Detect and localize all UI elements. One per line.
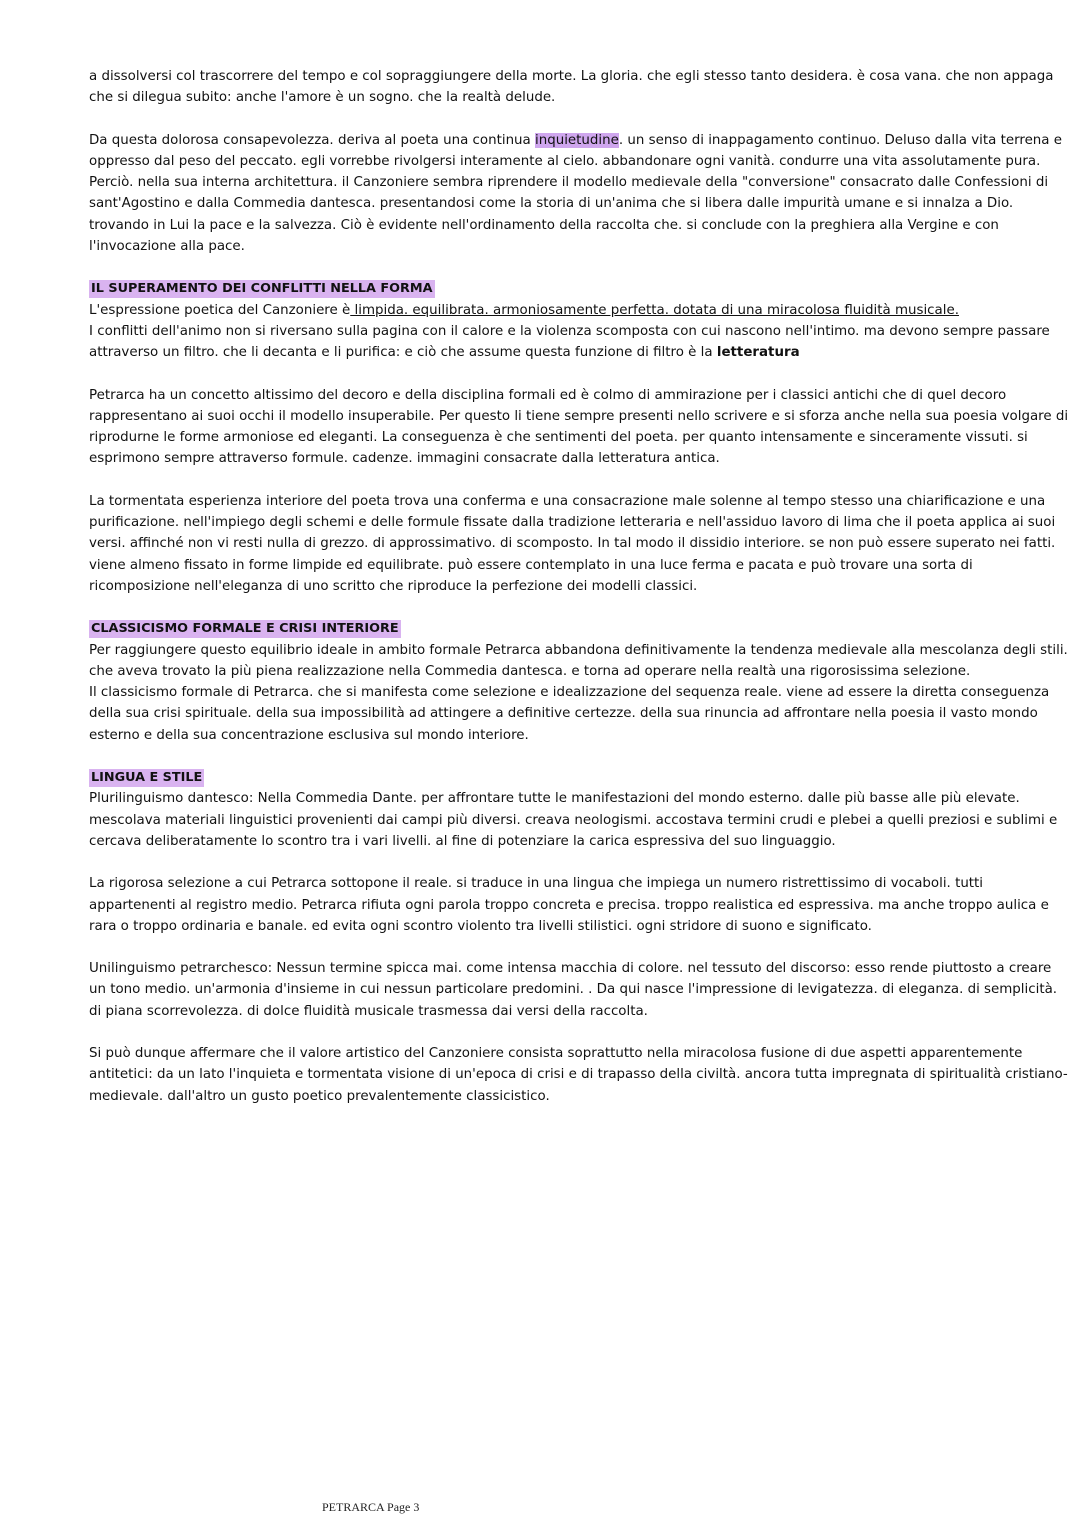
paragraph-conclusione: Si può dunque affermare che il valore artistico del Canzoniere consista soprattutto nella miracolosa fusione di due aspetti apparentemente antitetici: da un lato l'inquieta e tormentata visione di un'epoca di crisi e di trapasso della civiltà. ancora tutta impregnata di spiritualità cristiano-medievale. dall'altro un gusto poetico prevalentemente classicistico. (89, 1045, 1068, 1104)
text-segment: I conflitti dell'animo non si riversano sulla pagina con il calore e la violenza scomposta con cui nascono nell'intimo. ma devono sempre passare attraverso un filtro. che li decanta e li purifica: e ciò che assume questa funzione di filtro è la (89, 323, 1050, 361)
section-heading: CLASSICISMO FORMALE E CRISI INTERIORE (91, 621, 399, 637)
section-heading: LINGUA E STILE (91, 770, 203, 786)
paragraph-tormentata: La tormentata esperienza interiore del poeta trova una conferma e una consacrazione male solenne al tempo stesso una chiarificazione e una purificazione. nell'impiego degli schemi e delle formule fissate dalla tradizione letteraria e nell'assiduo lavoro di lima che il poeta applica ai suoi versi. affinché non vi resti nulla di grezzo. di approssimativo. di scomposto. In tal modo il dissidio interiore. se non può essere superato nei fatti. viene almeno fissato in forme limpide ed equilibrate. può essere contemplato in una luce ferma e pacata e può trovare una sorta di ricomposizione nell'eleganza di uno scritto che riproduce la perfezione dei modelli classici. (89, 493, 1056, 594)
paragraph-intro: a dissolversi col trascorrere del tempo e col sopraggiungere della morte. La gloria. che egli stesso tanto desidera. è cosa vana. che non appaga che si dilegua subito: anche l'amore è un sogno. che la realtà delude. (89, 69, 1054, 106)
text-segment: Da questa dolorosa consapevolezza. deriva al poeta una continua (89, 132, 536, 148)
highlighted-word: inquietudine (535, 132, 619, 148)
text-segment: Per raggiungere questo equilibrio ideale in ambito formale Petrarca abbandona definitivamente la tendenza medievale alla mescolanza degli stili. che aveva trovato la più piena realizzazione nella Commedia dantesca. e torna ad operare nella realtà una rigorosissima selezione. (89, 642, 1068, 679)
paragraph-classicismo (89, 640, 1069, 746)
text-segment: Il classicismo formale di Petrarca. che si manifesta come selezione e idealizzazione del sequenza reale. viene ad essere la diretta conseguenza della sua crisi spirituale. della sua impossibilità ad attingere a definitive certezze. della sua rinuncia ad affrontare nella poesia il vasto mondo esterno e della sua concentrazione esclusiva sul mondo interiore. (89, 685, 1050, 743)
page-content (89, 66, 1069, 1128)
paragraph-decoro: Petrarca ha un concetto altissimo del decoro e della disciplina formali ed è colmo di ammirazione per i classici antichi che di quel decoro rappresentano ai suoi occhi il modello insuperabile. Per questo li tiene sempre presenti nello scrivere e si sforza anche nella sua poesia volgare di riprodurne le forme armoniose ed eleganti. La conseguenza è che sentimenti del poeta. per quanto intensamente e sinceramente vissuti. si esprimono sempre attraverso formule. cadenze. immagini consacrate dalla letteratura antica. (89, 387, 1069, 467)
text-segment: L'espressione poetica del Canzoniere è (89, 302, 351, 318)
paragraph-inquietudine (89, 130, 1069, 258)
section-lingua (89, 767, 1069, 1107)
text-segment: . un senso di inappagamento continuo. Deluso dalla vita terrena e oppresso dal peso del peccato. egli vorrebbe rivolgersi interamente al cielo. abbandonare ogni vanità. condurre una vita assolutamente pura. Perciò. nella sua interna architettura. il Canzoniere sembra riprendere il modello medievale della "conversione" consacrato dalle Confessioni di sant'Agostino e dalla Commedia dantesca. presentandosi come la storia di un'anima che si libera dalle impurità umane e si innalza a Dio. trovando in Lui la pace e la salvezza. Ciò è evidente nell'ordinamento della raccolta che. si conclude con la preghiera alla Vergine e con l'invocazione alla pace. (89, 132, 1062, 255)
paragraph-plurilinguismo: Plurilinguismo dantesco: Nella Commedia Dante. per affrontare tutte le manifestazioni del mondo esterno. dalle più basse alle più elevate. mescolava materiali linguistici provenienti dai campi più diversi. creava neologismi. accostava termini crudi e plebei a quelli preziosi e sublimi e cercava deliberatamente lo scontro tra i vari livelli. al fine di potenziare la carica espressiva del suo linguaggio. (89, 791, 1058, 849)
paragraph-unilinguismo: Unilinguismo petrarchesco: Nessun termine spicca mai. come intensa macchia di colore. nel tessuto del discorso: esso rende piuttosto a creare un tono medio. un'armonia d'insieme in cui nessun particolare predomini. . Da qui nasce l'impressione di levigatezza. di eleganza. di semplicità. di piana scorrevolezza. di dolce fluidità musicale trasmessa dai versi della raccolta. (89, 961, 1058, 1019)
paragraph-espressione (89, 300, 1069, 364)
paragraph-selezione: La rigorosa selezione a cui Petrarca sottopone il reale. si traduce in una lingua che impiega un numero ristrettissimo di vocaboli. tutti appartenenti al registro medio. Petrarca rifiuta ogni parola troppo concreta e precisa. troppo realistica ed espressiva. ma anche troppo aulica e rara o troppo ordinaria e banale. ed evita ogni scontro violento tra livelli stilistici. ogni stridore di suono e significato. (89, 876, 1049, 934)
underlined-text: limpida. equilibrata. armoniosamente perfetta. dotata di una miracolosa fluidità musicale. (350, 302, 959, 318)
page-footer: PETRARCA Page 3 (322, 1500, 420, 1514)
section-classicismo (89, 618, 1069, 746)
section-superamento (89, 278, 1069, 597)
section-heading: IL SUPERAMENTO DEI CONFLITTI NELLA FORMA (91, 281, 433, 297)
bold-word: letteratura (716, 345, 800, 361)
